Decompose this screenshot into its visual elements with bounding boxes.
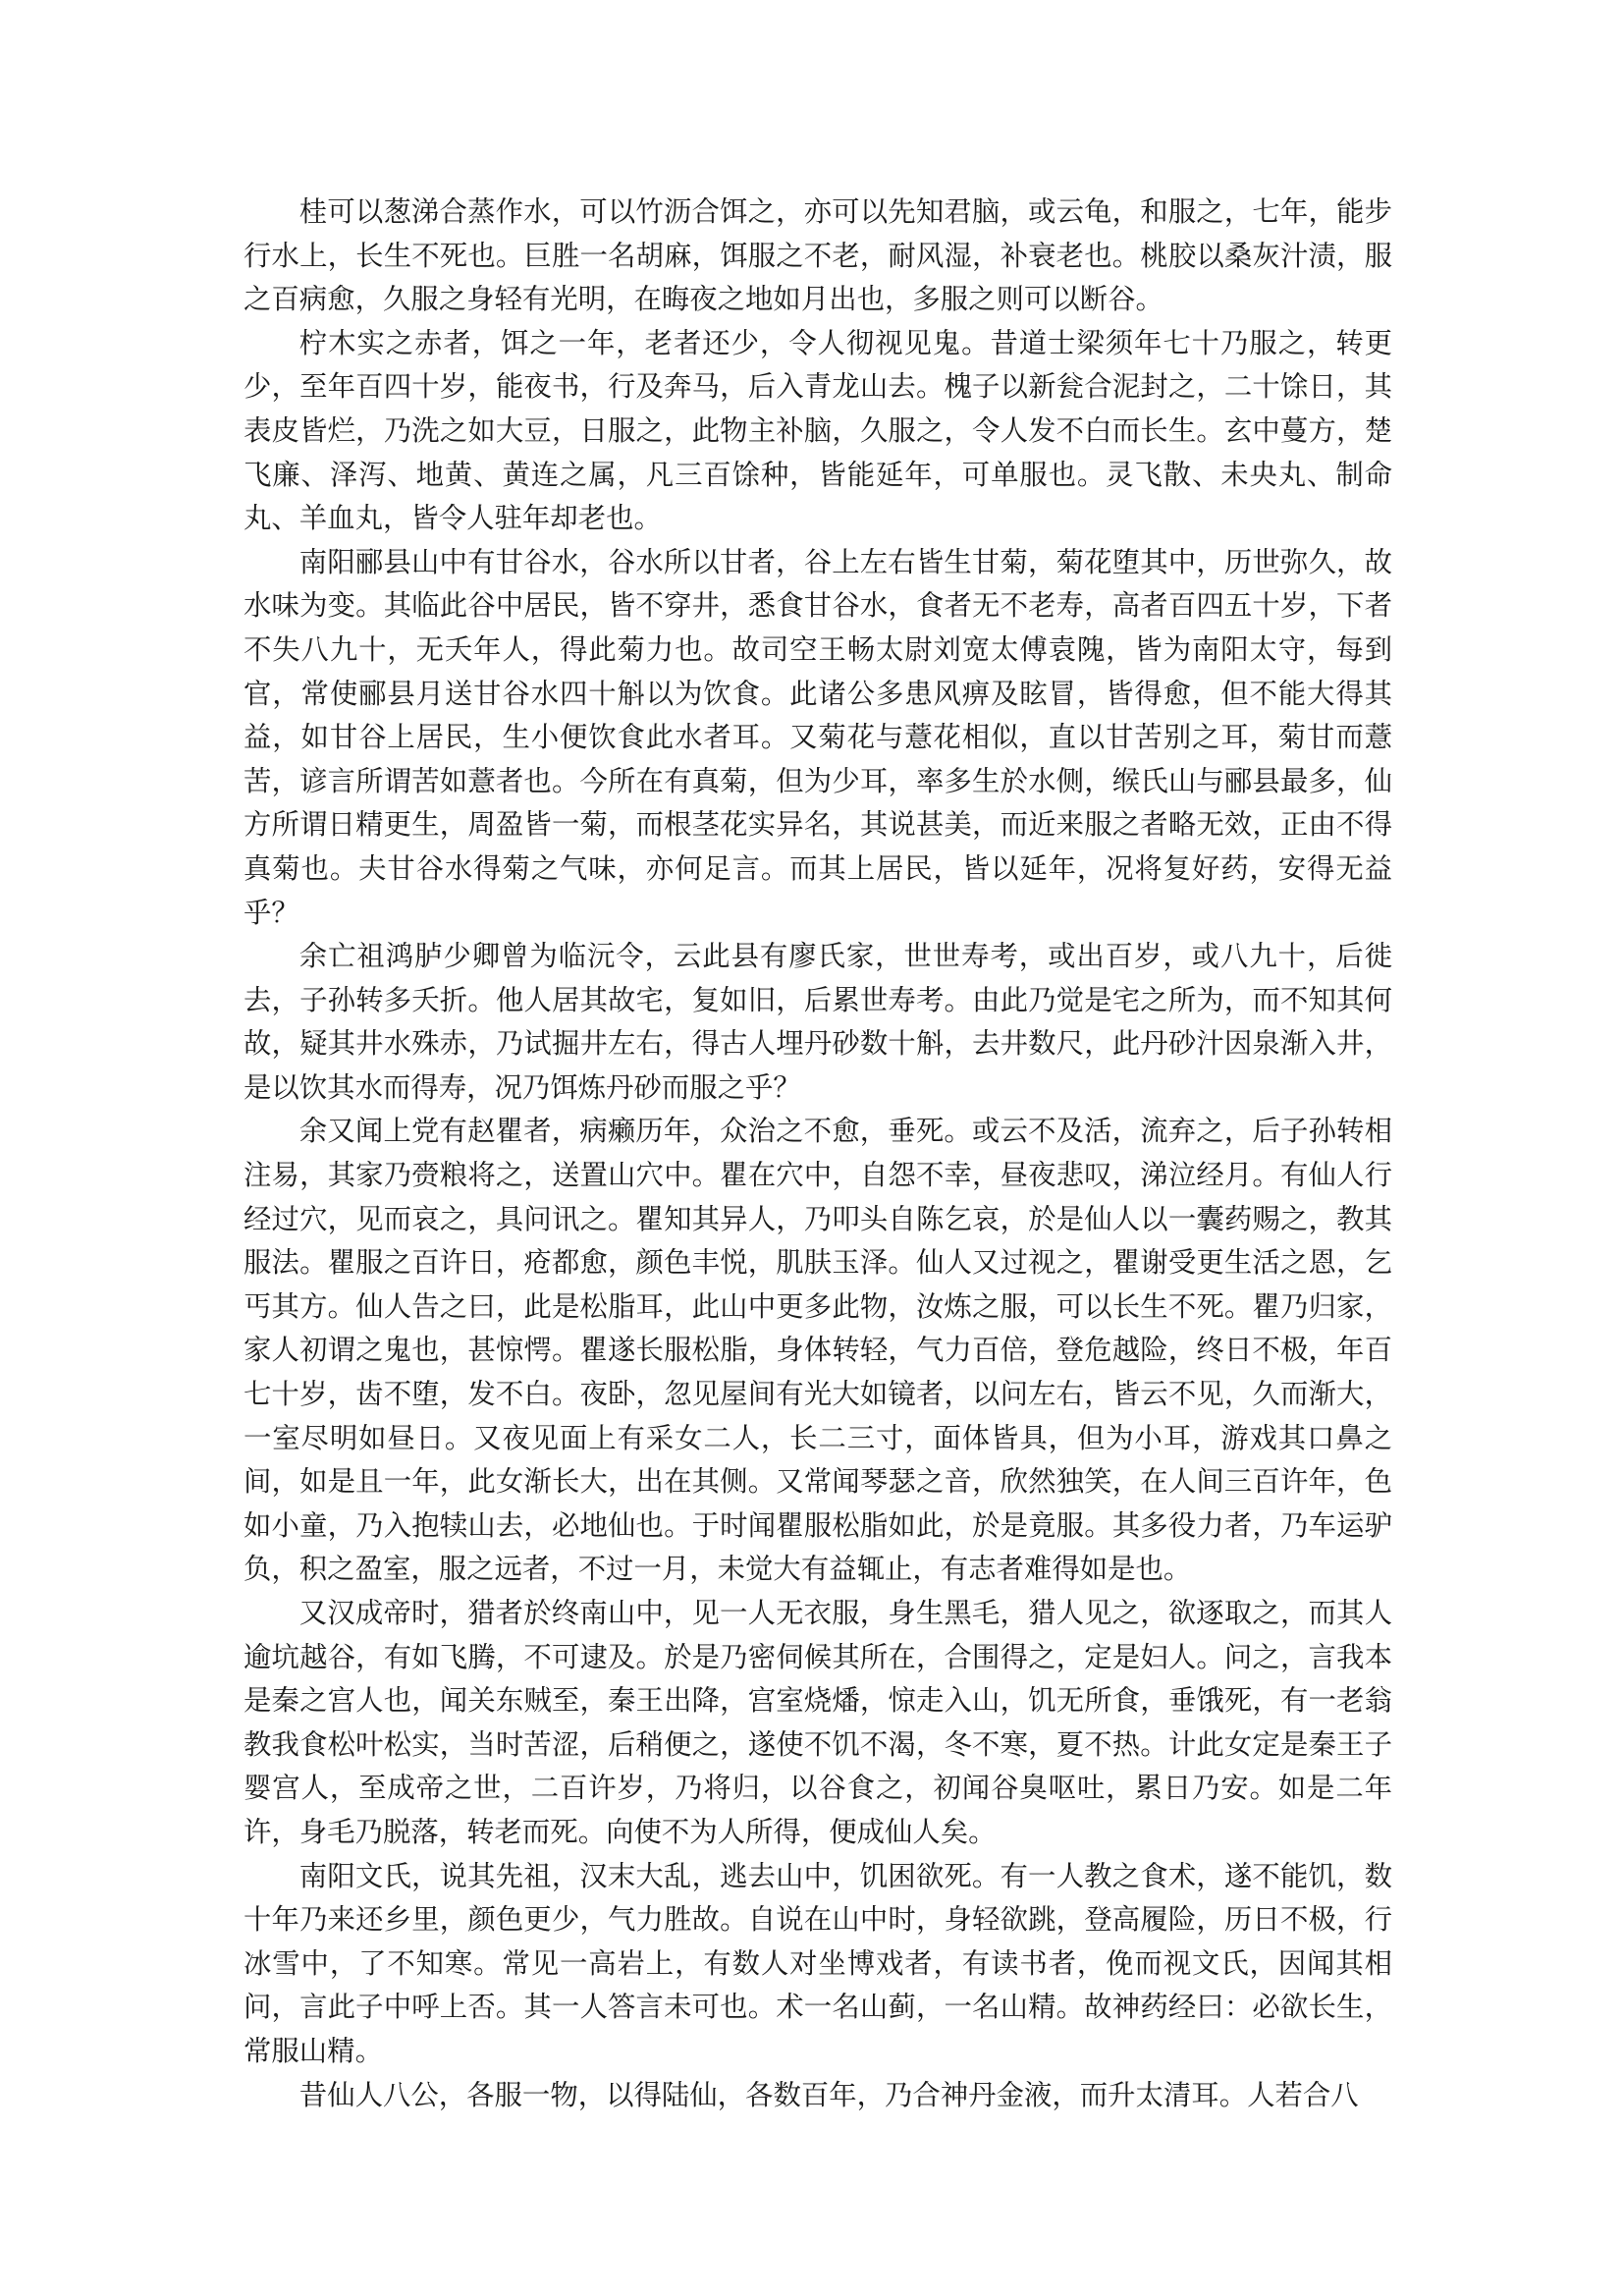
paragraph-2: 柠木实之赤者，饵之一年，老者还少，令人彻视见鬼。昔道士梁须年七十乃服之，转更少，至年百四十岁，能夜书，行及奔马，后入青龙山去。槐子以新瓮合泥封之，二十馀日，其表皮皆烂，乃洗之如大豆，日服之，此物主补脑，久服之，令人发不白而长生。玄中蔓方，楚飞廉、泽泻、地黄、黄连之属，凡三百馀种，皆能延年，可单服也。灵飞散、未央丸、制命丸、羊血丸，皆令人驻年却老也。 (243, 326, 1392, 535)
document-body (243, 191, 1392, 2117)
paragraph-1: 桂可以葱涕合蒸作水，可以竹沥合饵之，亦可以先知君脑，或云龟，和服之，七年，能步行水上，长生不死也。巨胜一名胡麻，饵服之不老，耐风湿，补衰老也。桃胶以桑灰汁渍，服之百病愈，久服之身轻有光明，在晦夜之地如月出也，多服之则可以断谷。 (243, 195, 1392, 316)
paragraph-3: 南阳郦县山中有甘谷水，谷水所以甘者，谷上左右皆生甘菊，菊花堕其中，历世弥久，故水味为变。其临此谷中居民，皆不穿井，悉食甘谷水，食者无不老寿，高者百四五十岁，下者不失八九十，无夭年人，得此菊力也。故司空王畅太尉刘宽太傅袁隗，皆为南阳太守，每到官，常使郦县月送甘谷水四十斛以为饮食。此诸公多患风痹及眩冒，皆得愈，但不能大得其益，如甘谷上居民，生小便饮食此水者耳。又菊花与薏花相似，直以甘苦别之耳，菊甘而薏苦，谚言所谓苦如薏者也。今所在有真菊，但为少耳，率多生於水侧，缑氏山与郦县最多，仙方所谓日精更生，周盈皆一菊，而根茎花实异名，其说甚美，而近来服之者略无效，正由不得真菊也。夫甘谷水得菊之气味，亦何足言。而其上居民，皆以延年，况将复好药，安得无益乎？ (243, 545, 1392, 929)
paragraph-6: 又汉成帝时，猎者於终南山中，见一人无衣服，身生黑毛，猎人见之，欲逐取之，而其人逾坑越谷，有如飞腾，不可逮及。於是乃密伺候其所在，合围得之，定是妇人。问之，言我本是秦之宫人也，闻关东贼至，秦王出降，宫室烧燔，惊走入山，饥无所食，垂饿死，有一老翁教我食松叶松实，当时苦涩，后稍便之，遂使不饥不渴，冬不寒，夏不热。计此女定是秦王子婴宫人，至成帝之世，二百许岁，乃将归，以谷食之，初闻谷臭呕吐，累日乃安。如是二年许，身毛乃脱落，转老而死。向使不为人所得，便成仙人矣。 (243, 1597, 1392, 1848)
paragraph-8: 昔仙人八公，各服一物，以得陆仙，各数百年，乃合神丹金液，而升太清耳。人若合八 (298, 2078, 1359, 2111)
paragraph-4: 余亡祖鸿胪少卿曾为临沅令，云此县有廖氏家，世世寿考，或出百岁，或八九十，后徙去，子孙转多夭折。他人居其故宅，复如旧，后累世寿考。由此乃觉是宅之所为，而不知其何故，疑其井水殊赤，乃试掘井左右，得古人埋丹砂数十斛，去井数尺，此丹砂汁因泉渐入井，是以饮其水而得寿，况乃饵炼丹砂而服之乎？ (243, 940, 1392, 1104)
paragraph-5: 余又闻上党有赵瞿者，病癞历年，众治之不愈，垂死。或云不及活，流弃之，后子孙转相注易，其家乃赍粮将之，送置山穴中。瞿在穴中，自怨不幸，昼夜悲叹，涕泣经月。有仙人行经过穴，见而哀之，具问讯之。瞿知其异人，乃叩头自陈乞哀，於是仙人以一囊药赐之，教其服法。瞿服之百许日，疮都愈，颜色丰悦，肌肤玉泽。仙人又过视之，瞿谢受更生活之恩，乞丐其方。仙人告之曰，此是松脂耳，此山中更多此物，汝炼之服，可以长生不死。瞿乃归家，家人初谓之鬼也，甚惊愕。瞿遂长服松脂，身体转轻，气力百倍，登危越险，终日不极，年百七十岁，齿不堕，发不白。夜卧，忽见屋间有光大如镜者，以问左右，皆云不见，久而渐大，一室尽明如昼日。又夜见面上有采女二人，长二三寸，面体皆具，但为小耳，游戏其口鼻之间，如是且一年，此女渐长大，出在其侧。又常闻琴瑟之音，欣然独笑，在人间三百许年，色如小童，乃入抱犊山去，必地仙也。于时闻瞿服松脂如此，於是竟服。其多役力者，乃车运驴负，积之盈室，服之远者，不过一月，未觉大有益辄止，有志者难得如是也。 (243, 1115, 1392, 1586)
paragraph-7: 南阳文氏，说其先祖，汉末大乱，逃去山中，饥困欲死。有一人教之食术，遂不能饥，数十年乃来还乡里，颜色更少，气力胜故。自说在山中时，身轻欲跳，登高履险，历日不极，行冰雪中，了不知寒。常见一高岩上，有数人对坐博戏者，有读书者，俛而视文氏，因闻其相问，言此子中呼上否。其一人答言未可也。术一名山蓟，一名山精。故神药经曰：必欲长生，常服山精。 (243, 1859, 1392, 2067)
